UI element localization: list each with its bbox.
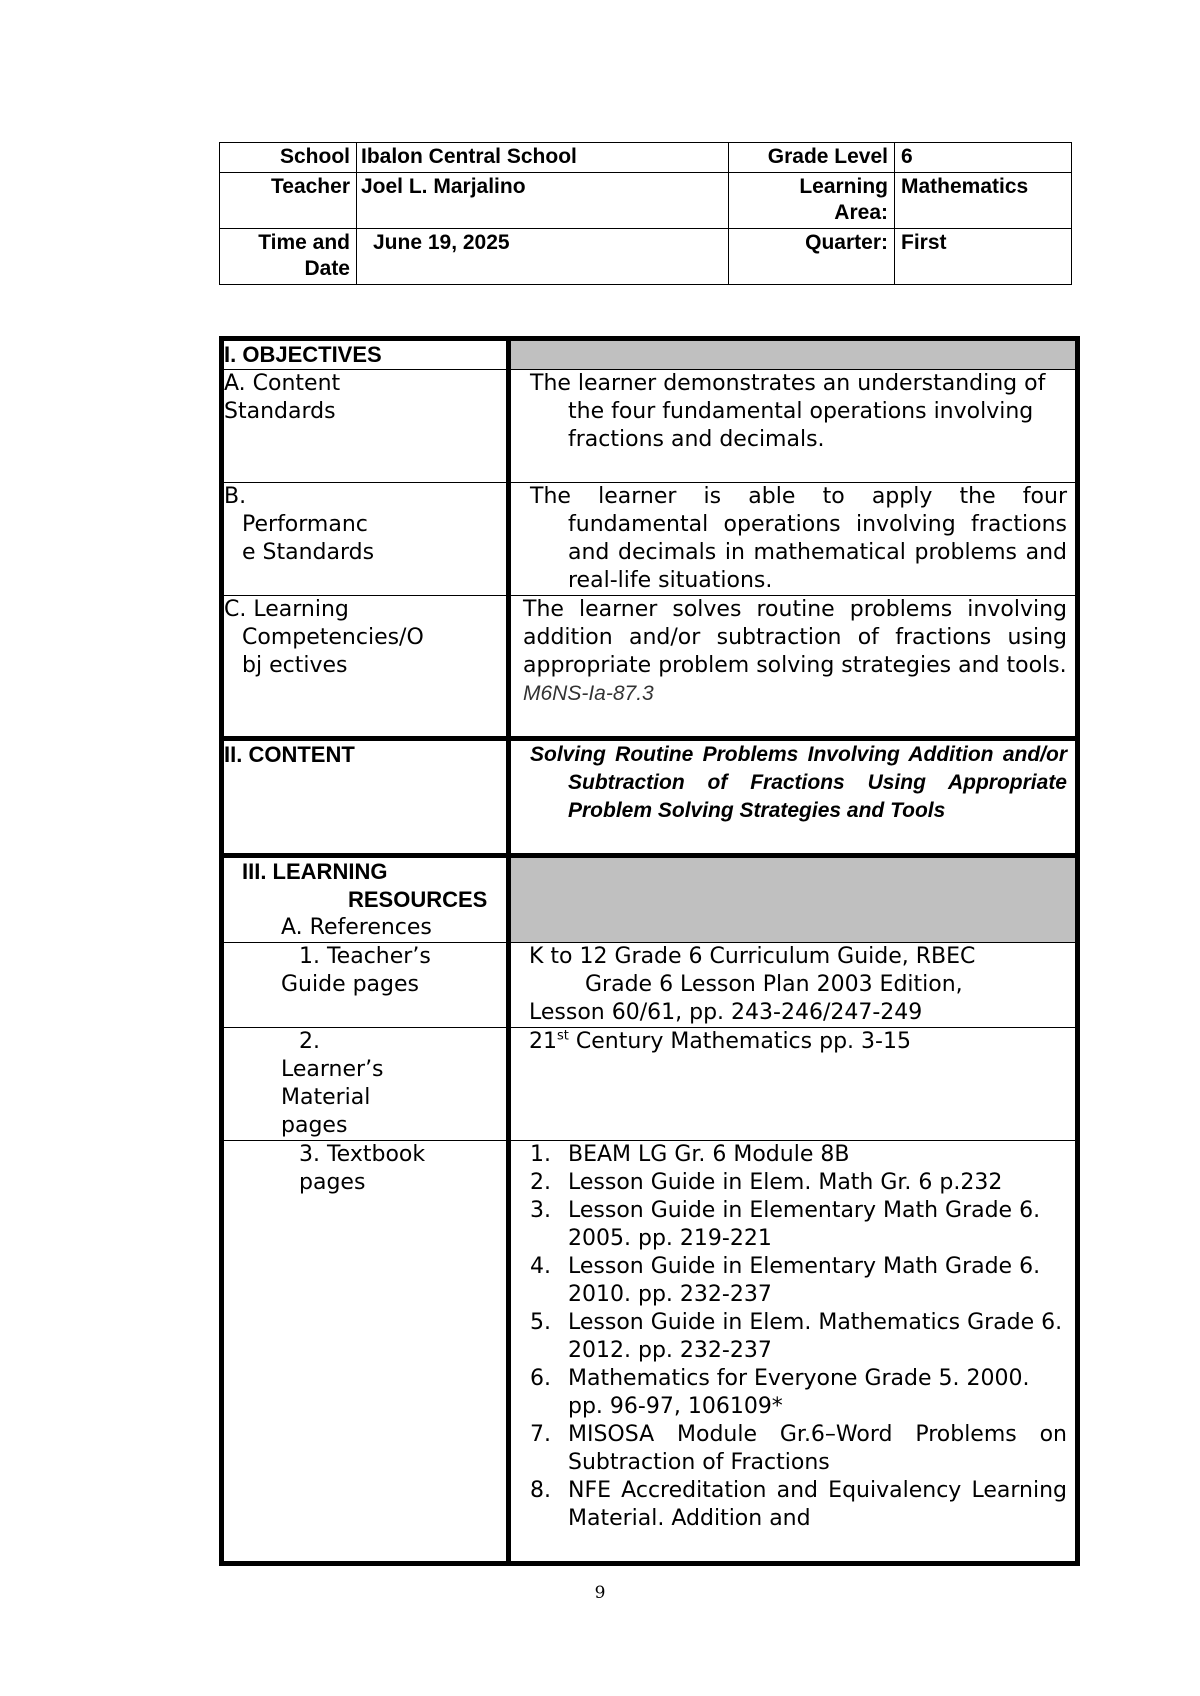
resources-heading-row (222, 856, 1078, 943)
resources-heading-shade (509, 856, 1078, 943)
textbook-row (222, 1141, 1078, 1564)
competencies-text: The learner solves routine problems involving addition and/or subtraction of fractions using appropriate problem solving strategies and tools. (523, 597, 1067, 678)
textbook-list-item (530, 1197, 1067, 1253)
textbook-label (222, 1141, 509, 1564)
lm-text-post: Century Mathematics pp. 3-15 (568, 1029, 911, 1054)
performance-standards-text: The learner is able to apply the four fundamental operations involving fractions and decimals in mathematical problems and real-life situations. (530, 484, 1067, 593)
textbook-item-text: Lesson Guide in Elementary Math Grade 6. 2005. pp. 219-221 (568, 1198, 1041, 1251)
objectives-heading-row (222, 339, 1078, 370)
page-number: 9 (594, 1583, 606, 1603)
competencies-label (222, 596, 509, 739)
learning-area-label (729, 173, 895, 229)
header-row-school (220, 143, 1072, 173)
textbook-list-item (530, 1477, 1067, 1533)
learners-material-label-line1: 2. (299, 1029, 320, 1054)
performance-label-line3: e Standards (242, 540, 375, 565)
time-date-label-line1: Time and (258, 231, 350, 254)
header-row-time (220, 229, 1072, 285)
learners-material-row (222, 1028, 1078, 1141)
resources-heading (222, 856, 509, 943)
learners-material-label-line4: pages (281, 1113, 348, 1138)
textbook-list (511, 1141, 1075, 1533)
textbook-cell (509, 1141, 1078, 1564)
teacher-value: Joel L. Marjalino (357, 173, 729, 229)
competencies-cell (509, 596, 1078, 739)
time-date-label (220, 229, 357, 285)
content-standards-text: The learner demonstrates an understanding of the four fundamental operations involving fractions and decimals. (530, 371, 1046, 452)
quarter-label: Quarter: (729, 229, 895, 285)
textbook-item-number: 2. (530, 1170, 551, 1195)
grade-level-value: 6 (895, 143, 1072, 173)
performance-label-line2: Performanc (242, 512, 368, 537)
content-standards-label-line1: A. Content (224, 371, 341, 396)
content-row (222, 739, 1078, 856)
competencies-label-line1: C. Learning (224, 597, 349, 622)
teachers-guide-label-line2: Guide pages (281, 972, 420, 997)
quarter-value: First (895, 229, 1072, 285)
time-date-label-line2: Date (304, 257, 350, 280)
learning-area-label-line2: Area: (834, 201, 888, 224)
performance-standards-cell (509, 483, 1078, 596)
textbook-list-item (530, 1169, 1067, 1197)
textbook-item-text: MISOSA Module Gr.6–Word Problems on Subtraction of Fractions (568, 1422, 1067, 1475)
textbook-item-number: 5. (530, 1310, 551, 1335)
textbook-list-item (530, 1253, 1067, 1309)
resources-heading-line2: RESOURCES (348, 887, 488, 912)
textbook-item-number: 8. (530, 1478, 551, 1503)
competencies-label-line3: bj ectives (242, 653, 348, 678)
competencies-code: M6NS-Ia-87.3 (523, 682, 654, 705)
school-value: Ibalon Central School (357, 143, 729, 173)
references-label: A. References (281, 915, 432, 940)
textbook-item-number: 4. (530, 1254, 551, 1279)
competencies-row (222, 596, 1078, 739)
textbook-item-text: Mathematics for Everyone Grade 5. 2000. pp. 96-97, 106109* (568, 1366, 1030, 1419)
content-standards-label-line2: Standards (224, 399, 336, 424)
learners-material-label-line3: Material (281, 1085, 371, 1110)
textbook-item-number: 6. (530, 1366, 551, 1391)
textbook-item-text: Lesson Guide in Elem. Mathematics Grade 6. 2012. pp. 232-237 (568, 1310, 1063, 1363)
learners-material-text (511, 1028, 1075, 1056)
teachers-guide-cell (509, 943, 1078, 1028)
teachers-guide-label (222, 943, 509, 1028)
content-heading: II. CONTENT (222, 739, 509, 856)
content-standards-cell (509, 370, 1078, 483)
textbook-item-text: Lesson Guide in Elem. Math Gr. 6 p.232 (568, 1170, 1003, 1195)
header-info-table (219, 142, 1072, 285)
competencies-label-line2: Competencies/O (242, 625, 424, 650)
textbook-list-item (530, 1309, 1067, 1365)
objectives-heading: I. OBJECTIVES (222, 339, 509, 370)
textbook-list-item (530, 1141, 1067, 1169)
content-standards-label (222, 370, 509, 483)
textbook-list-item (530, 1365, 1067, 1421)
textbook-list-item (530, 1421, 1067, 1477)
teachers-guide-row (222, 943, 1078, 1028)
lesson-plan-table (219, 336, 1080, 1566)
header-row-teacher (220, 173, 1072, 229)
performance-standards-label (222, 483, 509, 596)
content-standards-row (222, 370, 1078, 483)
textbook-label-line1: 3. Textbook (299, 1142, 426, 1167)
textbook-item-text: BEAM LG Gr. 6 Module 8B (568, 1142, 850, 1167)
textbook-item-text: NFE Accreditation and Equivalency Learning Material. Addition and (568, 1478, 1067, 1531)
learners-material-cell (509, 1028, 1078, 1141)
performance-label-line1: B. (224, 484, 247, 509)
teachers-guide-text-line2: Grade 6 Lesson Plan 2003 Edition, (585, 972, 963, 997)
teachers-guide-label-line1: 1. Teacher’s (299, 944, 431, 969)
learners-material-label (222, 1028, 509, 1141)
teacher-label: Teacher (220, 173, 357, 229)
teachers-guide-text-line3: Lesson 60/61, pp. 243-246/247-249 (529, 1000, 923, 1025)
textbook-item-number: 7. (530, 1422, 551, 1447)
textbook-item-number: 3. (530, 1198, 551, 1223)
resources-heading-line1: III. LEARNING (242, 859, 388, 884)
content-title-text: Solving Routine Problems Involving Addition and/or Subtraction of Fractions Using Appropriate Problem Solving Strategies and Tools (530, 743, 1067, 822)
school-label: School (220, 143, 357, 173)
textbook-item-text: Lesson Guide in Elementary Math Grade 6. 2010. pp. 232-237 (568, 1254, 1041, 1307)
grade-level-label: Grade Level (729, 143, 895, 173)
lm-text-pre: 21 (529, 1029, 557, 1054)
teachers-guide-text-line1: K to 12 Grade 6 Curriculum Guide, RBEC (529, 944, 976, 969)
performance-standards-row (222, 483, 1078, 596)
textbook-label-line2: pages (299, 1170, 366, 1195)
textbook-item-number: 1. (530, 1142, 551, 1167)
objectives-heading-shade (509, 339, 1078, 370)
time-date-value: June 19, 2025 (357, 229, 729, 285)
content-cell (509, 739, 1078, 856)
learning-area-value: Mathematics (895, 173, 1072, 229)
learning-area-label-line1: Learning (799, 175, 888, 198)
learners-material-label-line2: Learner’s (281, 1057, 384, 1082)
lm-text-sup: st (557, 1028, 569, 1044)
